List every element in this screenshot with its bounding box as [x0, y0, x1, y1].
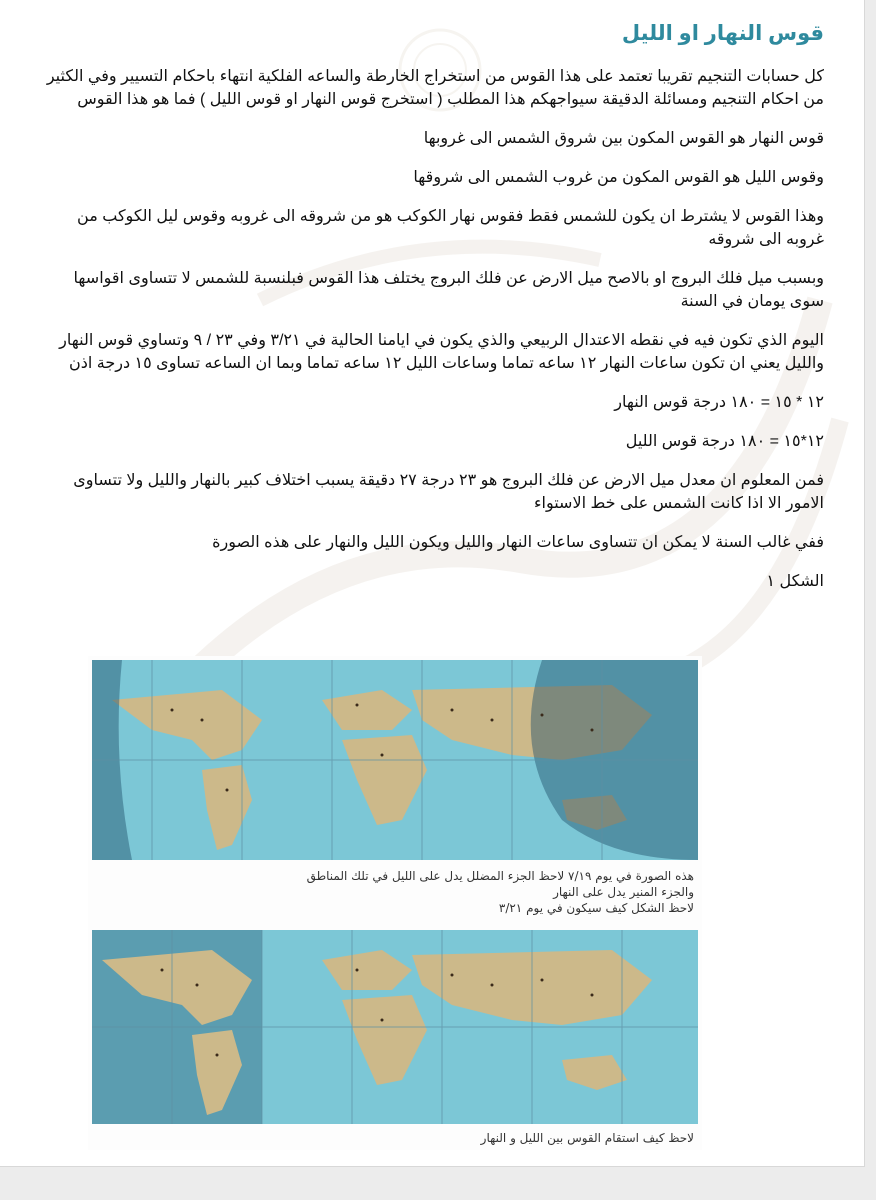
equation-day-arc: ١٢ * ١٥ = ١٨٠ درجة قوس النهار: [614, 394, 824, 412]
paragraph-equinox: اليوم الذي تكون فيه في نقطه الاعتدال الربيعي والذي يكون في ايامنا الحالية في ٣/٢١ وفي ٢٣ / ٩ وتساوي قوس النهار والليل يعني ان تكون ساعات النهار ١٢ ساعه تماما وساعات الليل ١٢ ساعه تماما وبما ان الساعه تساوى ١٥ درجة اذن: [59, 332, 824, 373]
day-night-figure: [88, 656, 702, 1150]
world-map-july: [92, 660, 698, 860]
article-title: قوس النهار او الليل: [621, 22, 824, 45]
paragraph-obliquity: فمن المعلوم ان معدل ميل الارض عن فلك البروج هو ٢٣ درجة ٢٧ دقيقة يسبب اختلاف كبير بالنهار والليل ولا تتساوى الامور الا اذا كانت الشمس على خط الاستواء: [73, 472, 824, 513]
article-body: [0, 0, 864, 593]
figure-label: الشكل ١: [766, 573, 824, 591]
paragraph-night-arc: وقوس الليل هو القوس المكون من غروب الشمس الى شروقها: [413, 169, 824, 187]
paragraph-planet-arc: وهذا القوس لا يشترط ان يكون للشمس فقط فقوس نهار الكوكب هو من شروقه الى غروبه وقوس ليل الكوكب من غروبه الى شروقه: [77, 208, 824, 249]
world-map-equinox: [92, 930, 698, 1124]
caption-line-2: والجزء المنير يدل على النهار: [553, 885, 694, 899]
paragraph-day-arc: قوس النهار هو القوس المكون بين شروق الشمس الى غروبها: [423, 130, 824, 148]
caption-line-1: هذه الصورة في يوم ٧/١٩ لاحظ الجزء المضلل يدل على الليل في تلك المناطق: [306, 869, 694, 883]
caption-line-3: لاحظ الشكل كيف سيكون في يوم ٣/٢١: [498, 901, 694, 915]
figure-caption-equinox: لاحظ كيف استقام القوس بين الليل و النهار: [480, 1131, 694, 1145]
paragraph-unequal: ففي غالب السنة لا يمكن ان تتساوى ساعات النهار والليل ويكون الليل والنهار على هذه الصورة: [212, 534, 824, 552]
equation-night-arc: ١٢*١٥ = ١٨٠ درجة قوس الليل: [625, 433, 824, 451]
paragraph-intro: كل حسابات التنجيم تقريبا تعتمد على هذا القوس من استخراج الخارطة والساعه الفلكية انتهاء باحكام التسيير وفي الكثير من احكام التنجيم ومسائلة الدقيقة سيواجهكم هذا المطلب ( استخرج قوس النهار او قوس الليل ) فما هو هذا القوس: [46, 68, 824, 109]
figure-caption-july: [96, 868, 694, 916]
paragraph-ecliptic-tilt: وبسبب ميل فلك البروج او بالاصح ميل الارض عن فلك البروج يختلف هذا القوس فبلنسبة للشمس لا تتساوى اقواسها سوى يومان في السنة: [73, 270, 824, 311]
